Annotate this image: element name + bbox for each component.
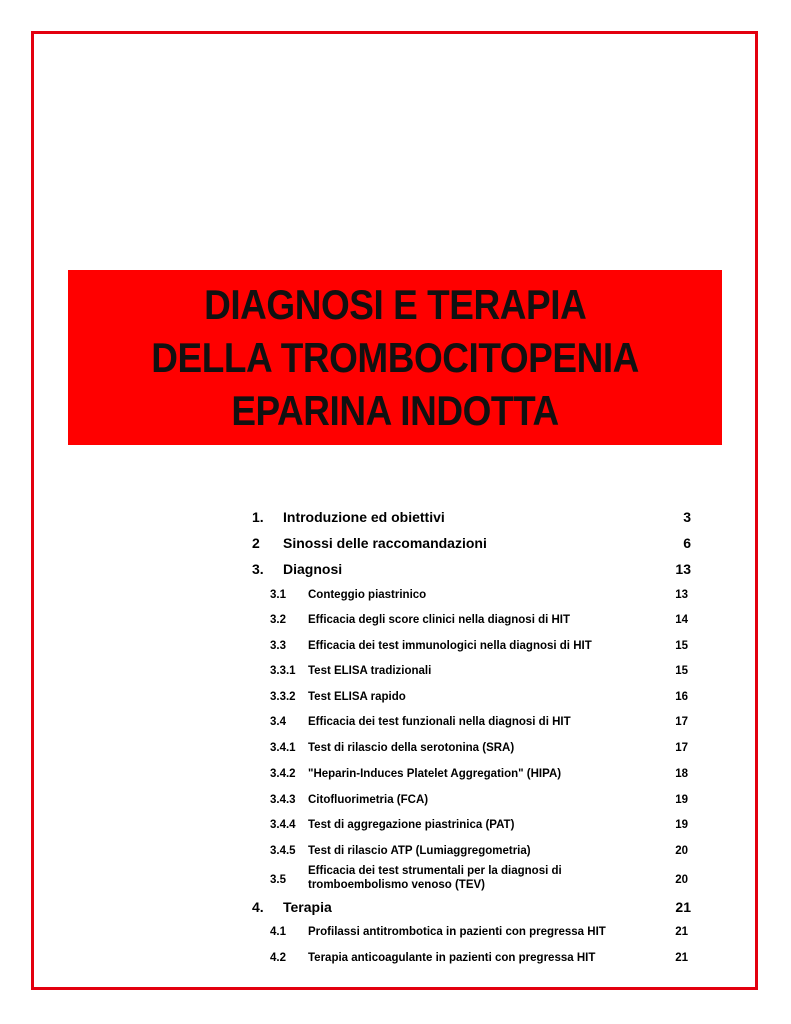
- toc-entry-title: Efficacia degli score clinici nella diagnosi di HIT: [308, 614, 571, 626]
- toc-entry[interactable]: [0, 738, 791, 758]
- toc-entry-title: Introduzione ed obiettivi: [283, 509, 445, 525]
- toc-entry[interactable]: [0, 922, 791, 942]
- toc-entry-number: 1.: [252, 509, 264, 525]
- toc-entry-number: 3.5: [270, 874, 286, 886]
- toc-entry-number: 4.2: [270, 952, 286, 964]
- toc-entry[interactable]: [0, 559, 791, 579]
- toc-entry-title: Profilassi antitrombotica in pazienti con pregressa HIT: [308, 926, 606, 938]
- toc-entry[interactable]: [0, 790, 791, 810]
- toc-entry-title: Test di aggregazione piastrinica (PAT): [308, 819, 515, 831]
- toc-entry-page: 17: [675, 716, 688, 728]
- toc-entry[interactable]: [0, 764, 791, 784]
- toc-entry-title: Terapia anticoagulante in pazienti con pregressa HIT: [308, 952, 596, 964]
- toc-entry-page: 13: [675, 589, 688, 601]
- toc-entry-number: 4.1: [270, 926, 286, 938]
- toc-entry-page: 16: [675, 691, 688, 703]
- toc-entry-number: 4.: [252, 899, 264, 915]
- toc-entry[interactable]: [0, 897, 791, 917]
- toc-entry-number: 3.3: [270, 640, 286, 652]
- toc-entry-page: 19: [675, 794, 688, 806]
- toc-entry[interactable]: [0, 610, 791, 630]
- toc-entry-title: Conteggio piastrinico: [308, 589, 427, 601]
- toc-entry-title: Terapia: [283, 899, 332, 915]
- toc-entry[interactable]: [0, 507, 791, 527]
- toc-entry-number: 3.1: [270, 589, 286, 601]
- toc-entry-page: 14: [675, 614, 688, 626]
- toc-entry-page: 15: [675, 665, 688, 677]
- toc-entry-title: Test di rilascio della serotonina (SRA): [308, 742, 515, 754]
- toc-entry-title: Efficacia dei test immunologici nella diagnosi di HIT: [308, 640, 592, 652]
- toc-entry[interactable]: [0, 661, 791, 681]
- toc-entry[interactable]: [0, 712, 791, 732]
- toc-entry-title: Test di rilascio ATP (Lumiaggregometria): [308, 845, 531, 857]
- toc-entry-page: 3: [683, 509, 691, 525]
- toc-entry-number: 3.3.1: [270, 665, 296, 677]
- toc-entry[interactable]: [0, 687, 791, 707]
- toc-entry-number: 3.2: [270, 614, 286, 626]
- title-line-3: EPARINA INDOTTA: [231, 387, 559, 434]
- toc-entry-number: 3.4.3: [270, 794, 296, 806]
- toc-entry-number: 3.3.2: [270, 691, 296, 703]
- toc-entry-page: 20: [675, 845, 688, 857]
- toc-entry[interactable]: [0, 841, 791, 861]
- toc-entry-number: 3.4.5: [270, 845, 296, 857]
- toc-entry-title: Test ELISA tradizionali: [308, 665, 432, 677]
- toc-entry-title: Citofluorimetria (FCA): [308, 794, 429, 806]
- toc-entry-title: Efficacia dei test strumentali per la diagnosi di tromboembolismo venoso (TEV): [308, 865, 562, 891]
- toc-entry-number: 3.4.1: [270, 742, 296, 754]
- toc-entry[interactable]: [0, 864, 791, 896]
- toc-entry[interactable]: [0, 636, 791, 656]
- toc-entry-number: 3.4.2: [270, 768, 296, 780]
- toc-entry-page: 19: [675, 819, 688, 831]
- toc-entry-page: 21: [675, 926, 688, 938]
- toc-entry-page: 21: [675, 952, 688, 964]
- toc-entry-page: 15: [675, 640, 688, 652]
- toc-entry[interactable]: [0, 815, 791, 835]
- toc-entry-number: 3.: [252, 561, 264, 577]
- toc-entry-title: "Heparin-Induces Platelet Aggregation" (HIPA): [308, 768, 562, 780]
- toc-entry[interactable]: [0, 585, 791, 605]
- toc-entry-page: 17: [675, 742, 688, 754]
- toc-entry-page: 6: [683, 535, 691, 551]
- toc-entry-page: 13: [675, 561, 691, 577]
- toc-entry-number: 3.4.4: [270, 819, 296, 831]
- title-line-1: DIAGNOSI E TERAPIA: [203, 281, 587, 328]
- toc-entry-page: 21: [675, 899, 691, 915]
- toc-entry[interactable]: [0, 533, 791, 553]
- toc-entry[interactable]: [0, 948, 791, 968]
- toc-entry-title: Sinossi delle raccomandazioni: [283, 535, 487, 551]
- toc-entry-page: 18: [675, 768, 688, 780]
- toc-entry-number: 2: [252, 535, 260, 551]
- toc-entry-title: Efficacia dei test funzionali nella diagnosi di HIT: [308, 716, 571, 728]
- toc-entry-title: Diagnosi: [283, 561, 343, 577]
- toc-entry-title: Test ELISA rapido: [308, 691, 406, 703]
- title-line-2: DELLA TROMBOCITOPENIA: [151, 334, 639, 381]
- toc-entry-page: 20: [675, 874, 688, 886]
- toc-entry-number: 3.4: [270, 716, 286, 728]
